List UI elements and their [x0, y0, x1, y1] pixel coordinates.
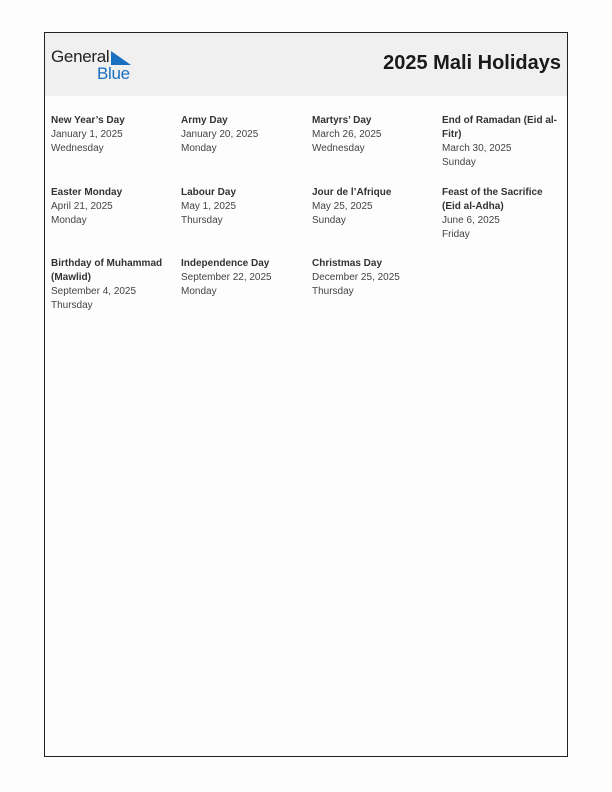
- holiday-name: Independence Day: [181, 258, 270, 269]
- holiday-name: Labour Day: [181, 187, 237, 198]
- logo-triangle-icon: [111, 51, 131, 65]
- header-bar: [45, 33, 567, 96]
- holiday-weekday: Sunday: [442, 157, 476, 168]
- holiday-name: Christmas Day: [312, 258, 383, 269]
- holiday-item: [181, 114, 303, 156]
- logo-text-general: General: [51, 47, 110, 66]
- holiday-weekday: Thursday: [51, 300, 93, 311]
- holiday-date: May 1, 2025: [181, 201, 237, 212]
- holiday-weekday: Friday: [442, 229, 470, 240]
- holiday-name: Army Day: [181, 115, 228, 126]
- holiday-date: December 25, 2025: [312, 272, 400, 283]
- holiday-name: New Year’s Day: [51, 115, 125, 126]
- holiday-date: March 30, 2025: [442, 143, 512, 154]
- holiday-name: Birthday of Muhammad (Mawlid): [51, 258, 163, 283]
- holiday-name: Easter Monday: [51, 187, 123, 198]
- holiday-weekday: Wednesday: [51, 143, 104, 154]
- holiday-item: [51, 257, 173, 313]
- holiday-date: January 1, 2025: [51, 129, 123, 140]
- holiday-weekday: Thursday: [312, 286, 354, 297]
- holiday-date: March 26, 2025: [312, 129, 382, 140]
- holiday-weekday: Sunday: [312, 215, 346, 226]
- holiday-name: Jour de l’Afrique: [312, 187, 392, 198]
- logo-text-blue: Blue: [97, 64, 130, 83]
- brand-logo[interactable]: [51, 47, 141, 83]
- holiday-item: [442, 186, 564, 242]
- holiday-item: [181, 186, 303, 228]
- calendar-page: [44, 32, 568, 757]
- holiday-name: Martyrs’ Day: [312, 115, 372, 126]
- holiday-item: [51, 114, 173, 156]
- holiday-name: Feast of the Sacrifice (Eid al-Adha): [442, 187, 543, 212]
- holiday-weekday: Monday: [51, 215, 87, 226]
- holiday-date: April 21, 2025: [51, 201, 113, 212]
- holiday-date: June 6, 2025: [442, 215, 500, 226]
- holiday-date: September 4, 2025: [51, 286, 137, 297]
- holiday-name: End of Ramadan (Eid al-Fitr): [442, 115, 558, 140]
- holiday-item: [51, 186, 173, 228]
- holiday-weekday: Thursday: [181, 215, 223, 226]
- holiday-date: January 20, 2025: [181, 129, 259, 140]
- holiday-item: [312, 186, 434, 228]
- holiday-date: May 25, 2025: [312, 201, 373, 212]
- holiday-weekday: Monday: [181, 143, 217, 154]
- page-title: 2025 Mali Holidays: [383, 52, 561, 74]
- holiday-weekday: Monday: [181, 286, 217, 297]
- holiday-item: [442, 114, 564, 170]
- holiday-date: September 22, 2025: [181, 272, 272, 283]
- holiday-weekday: Wednesday: [312, 143, 365, 154]
- holiday-item: [181, 257, 303, 299]
- holiday-item: [312, 114, 434, 156]
- holiday-item: [312, 257, 434, 299]
